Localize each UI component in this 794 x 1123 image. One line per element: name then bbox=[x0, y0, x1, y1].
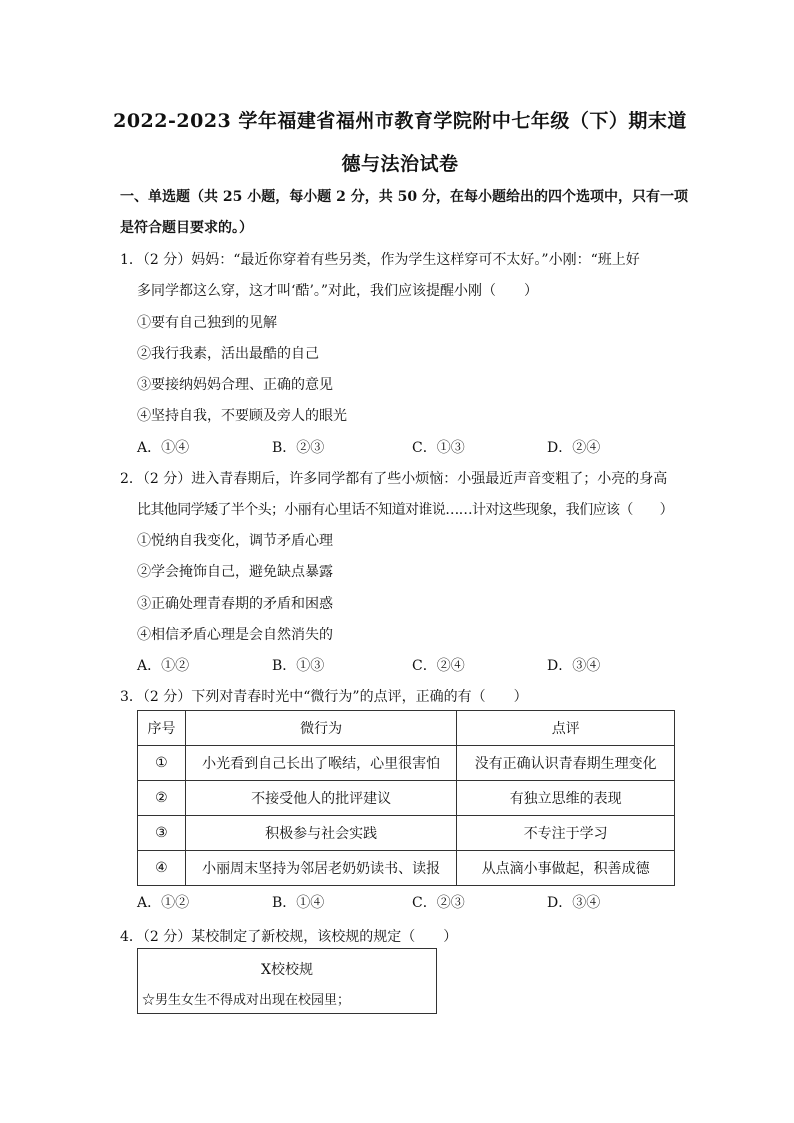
section-heading-line-2: 是符合题目要求的。） bbox=[120, 220, 253, 236]
table-row bbox=[138, 746, 675, 781]
q3-option-b: B．①④ bbox=[272, 895, 325, 911]
table-header-row bbox=[138, 711, 675, 746]
q1-item-2: ②我行我素，活出最酷的自己 bbox=[137, 346, 319, 362]
q3-option-d: D．③④ bbox=[547, 895, 601, 911]
table-cell: 不接受他人的批评建议 bbox=[185, 781, 456, 816]
table-cell: 从点滴小事做起，积善成德 bbox=[457, 851, 675, 886]
q4-stem: 4．（2 分）某校制定了新校规，该校规的规定（ ） bbox=[120, 929, 458, 945]
table-row bbox=[138, 781, 675, 816]
table-cell: ① bbox=[138, 746, 186, 781]
school-rules-line: ☆男生女生不得成对出现在校园里； bbox=[142, 993, 351, 1008]
table-row bbox=[138, 816, 675, 851]
q2-item-3: ③正确处理青春期的矛盾和困惑 bbox=[137, 596, 333, 612]
exam-title-line-2: 德与法治试卷 bbox=[341, 153, 459, 175]
q1-stem-line-2: 多同学都这么穿，这才叫‘酷’。”对此，我们应该提醒小刚（ ） bbox=[137, 283, 539, 299]
q1-item-1: ①要有自己独到的见解 bbox=[137, 315, 277, 331]
q1-item-4: ④坚持自我，不要顾及旁人的眼光 bbox=[137, 408, 347, 424]
q3-option-c: C．②③ bbox=[412, 895, 465, 911]
q2-item-4: ④相信矛盾心理是会自然消失的 bbox=[137, 627, 333, 643]
table-cell: 小光看到自己长出了喉结，心里很害怕 bbox=[185, 746, 456, 781]
table-cell: ③ bbox=[138, 816, 186, 851]
table-row bbox=[138, 851, 675, 886]
table-cell: ④ bbox=[138, 851, 186, 886]
table-cell: 不专注于学习 bbox=[457, 816, 675, 851]
table-cell: 小丽周末坚持为邻居老奶奶读书、读报 bbox=[185, 851, 456, 886]
school-rules-title: X校校规 bbox=[261, 962, 313, 978]
table-header-cell: 点评 bbox=[457, 711, 675, 746]
table-cell: 积极参与社会实践 bbox=[185, 816, 456, 851]
exam-title-line-1: 2022-2023 学年福建省福州市教育学院附中七年级（下）期末道 bbox=[113, 110, 687, 132]
school-rules-box bbox=[137, 948, 437, 1014]
q2-stem-line-2: 比其他同学矮了半个头；小丽有心里话不知道对谁说……计对这些现象，我们应该（ ） bbox=[137, 502, 673, 518]
q1-option-b: B．②③ bbox=[272, 440, 325, 456]
table-cell: ② bbox=[138, 781, 186, 816]
q2-item-1: ①悦纳自我变化，调节矛盾心理 bbox=[137, 533, 333, 549]
q1-item-3: ③要接纳妈妈合理、正确的意见 bbox=[137, 377, 333, 393]
q2-option-b: B．①③ bbox=[272, 658, 325, 674]
q2-item-2: ②学会掩饰自己，避免缺点暴露 bbox=[137, 564, 333, 580]
q1-option-a: A．①④ bbox=[137, 440, 190, 456]
q3-stem: 3．（2 分）下列对青春时光中“微行为”的点评，正确的有（ ） bbox=[120, 689, 528, 705]
q3-option-a: A．①② bbox=[137, 895, 190, 911]
table-cell: 有独立思维的表现 bbox=[457, 781, 675, 816]
q1-option-d: D．②④ bbox=[547, 440, 601, 456]
table-header-cell: 微行为 bbox=[185, 711, 456, 746]
q2-option-c: C．②④ bbox=[412, 658, 465, 674]
table-header-cell: 序号 bbox=[138, 711, 186, 746]
q1-option-c: C．①③ bbox=[412, 440, 465, 456]
q2-option-a: A．①② bbox=[137, 658, 190, 674]
q1-stem-line-1: 1．（2 分）妈妈：“最近你穿着有些另类，作为学生这样穿可不太好。”小刚：“班上好 bbox=[120, 252, 640, 268]
q2-stem-line-1: 2．（2 分）进入青春期后，许多同学都有了些小烦恼：小强最近声音变粗了；小亮的身高 bbox=[120, 471, 668, 487]
q2-option-d: D．③④ bbox=[547, 658, 601, 674]
section-heading-line-1: 一、单选题（共 25 小题，每小题 2 分，共 50 分，在每小题给出的四个选项中，只有一项 bbox=[120, 189, 688, 205]
table-cell: 没有正确认识青春期生理变化 bbox=[457, 746, 675, 781]
q3-table bbox=[137, 710, 675, 886]
